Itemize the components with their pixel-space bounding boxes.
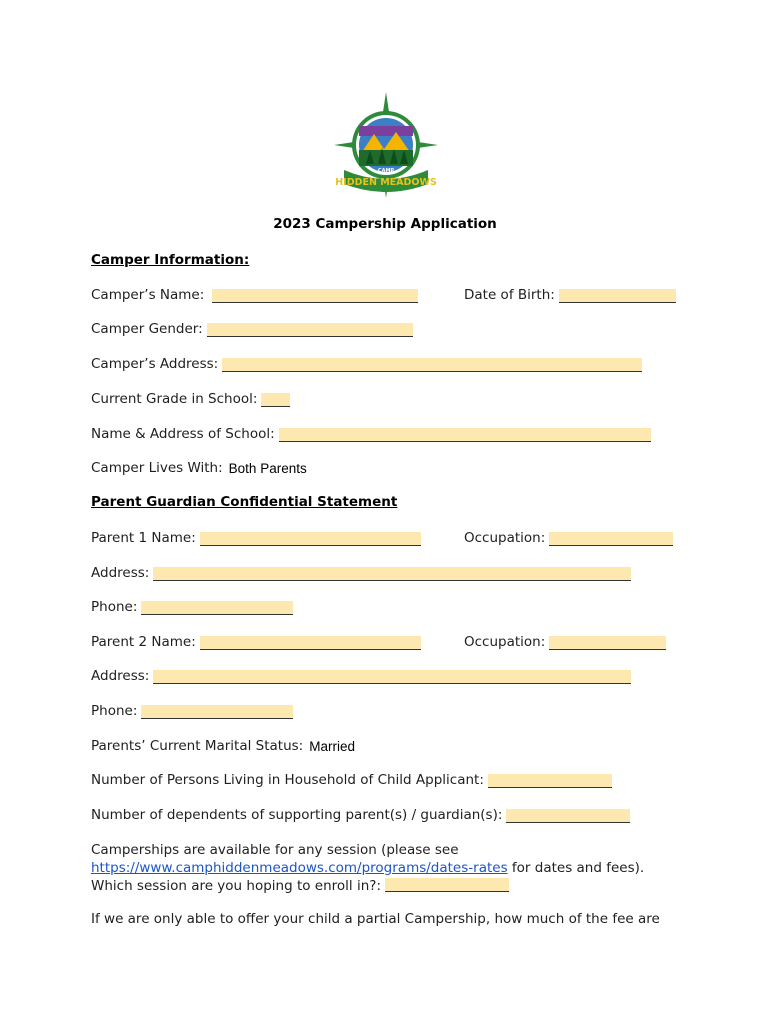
parent2-address-row: [91, 666, 631, 684]
partial-paragraph: If we are only able to offer your child a partial Campership, how much of the fee are: [91, 911, 660, 927]
dob-label: Date of Birth:: [464, 287, 555, 303]
parent1-phone-row: [91, 597, 293, 615]
gender-row: [91, 319, 413, 337]
campership-after-link: for dates and fees).: [507, 860, 645, 876]
dates-rates-link[interactable]: https://www.camphiddenmeadows.com/programs/dates-rates: [91, 860, 508, 876]
dependents-field[interactable]: [506, 809, 630, 823]
parent2-phone-row: [91, 701, 293, 719]
campership-line2: [91, 859, 691, 877]
parent1-occupation-row: [464, 528, 673, 546]
parent1-name-label: Parent 1 Name:: [91, 530, 196, 546]
session-label: Which session are you hoping to enroll in?:: [91, 878, 381, 894]
parent2-address-label: Address:: [91, 668, 150, 684]
school-label: Name & Address of School:: [91, 426, 275, 442]
parent1-address-field[interactable]: [153, 567, 631, 581]
camper-name-row: [91, 285, 418, 303]
marital-row: [91, 736, 355, 754]
parent2-name-field[interactable]: [200, 636, 421, 650]
camper-address-row: [91, 354, 642, 372]
parent1-name-field[interactable]: [200, 532, 421, 546]
dependents-label: Number of dependents of supporting parent(s) / guardian(s):: [91, 807, 503, 823]
parent1-phone-label: Phone:: [91, 599, 138, 615]
parent-statement-heading: Parent Guardian Confidential Statement: [91, 494, 398, 510]
household-label: Number of Persons Living in Household of Child Applicant:: [91, 772, 484, 788]
grade-label: Current Grade in School:: [91, 391, 258, 407]
dob-row: [464, 285, 676, 303]
lives-with-label: Camper Lives With:: [91, 460, 223, 476]
marital-value[interactable]: Married: [309, 739, 355, 754]
campership-line1: Camperships are available for any session (please see: [91, 842, 459, 858]
campership-line3: [91, 877, 691, 895]
campership-paragraph: [91, 841, 691, 895]
school-field[interactable]: [279, 428, 651, 442]
logo-small-text: CAMP: [377, 168, 395, 174]
camper-info-heading: Camper Information:: [91, 252, 250, 268]
camper-address-label: Camper’s Address:: [91, 356, 219, 372]
parent1-occupation-field[interactable]: [549, 532, 673, 546]
grade-row: [91, 389, 290, 407]
parent1-address-row: [91, 563, 631, 581]
household-field[interactable]: [488, 774, 612, 788]
logo-text: HIDDEN MEADOWS: [335, 177, 437, 188]
camper-name-label: Camper’s Name:: [91, 287, 205, 303]
marital-label: Parents’ Current Marital Status:: [91, 738, 304, 754]
parent1-phone-field[interactable]: [141, 601, 293, 615]
camp-logo-icon: [334, 92, 438, 198]
page-title: 2023 Campership Application: [273, 216, 497, 232]
parent1-address-label: Address:: [91, 565, 150, 581]
parent2-phone-label: Phone:: [91, 703, 138, 719]
lives-with-value[interactable]: Both Parents: [228, 461, 307, 476]
parent2-occupation-row: [464, 632, 666, 650]
parent2-name-row: [91, 632, 421, 650]
parent2-address-field[interactable]: [153, 670, 631, 684]
dob-field[interactable]: [559, 289, 676, 303]
grade-field[interactable]: [261, 393, 290, 407]
camper-address-field[interactable]: [222, 358, 642, 372]
lives-with-row: [91, 458, 307, 476]
school-row: [91, 424, 651, 442]
parent2-phone-field[interactable]: [141, 705, 293, 719]
camper-name-field[interactable]: [212, 289, 418, 303]
dependents-row: [91, 805, 630, 823]
parent2-name-label: Parent 2 Name:: [91, 634, 196, 650]
parent1-name-row: [91, 528, 421, 546]
parent1-occupation-label: Occupation:: [464, 530, 546, 546]
gender-label: Camper Gender:: [91, 321, 203, 337]
parent2-occupation-field[interactable]: [549, 636, 666, 650]
household-row: [91, 770, 612, 788]
gender-field[interactable]: [207, 323, 413, 337]
parent2-occupation-label: Occupation:: [464, 634, 546, 650]
session-field[interactable]: [385, 878, 509, 892]
